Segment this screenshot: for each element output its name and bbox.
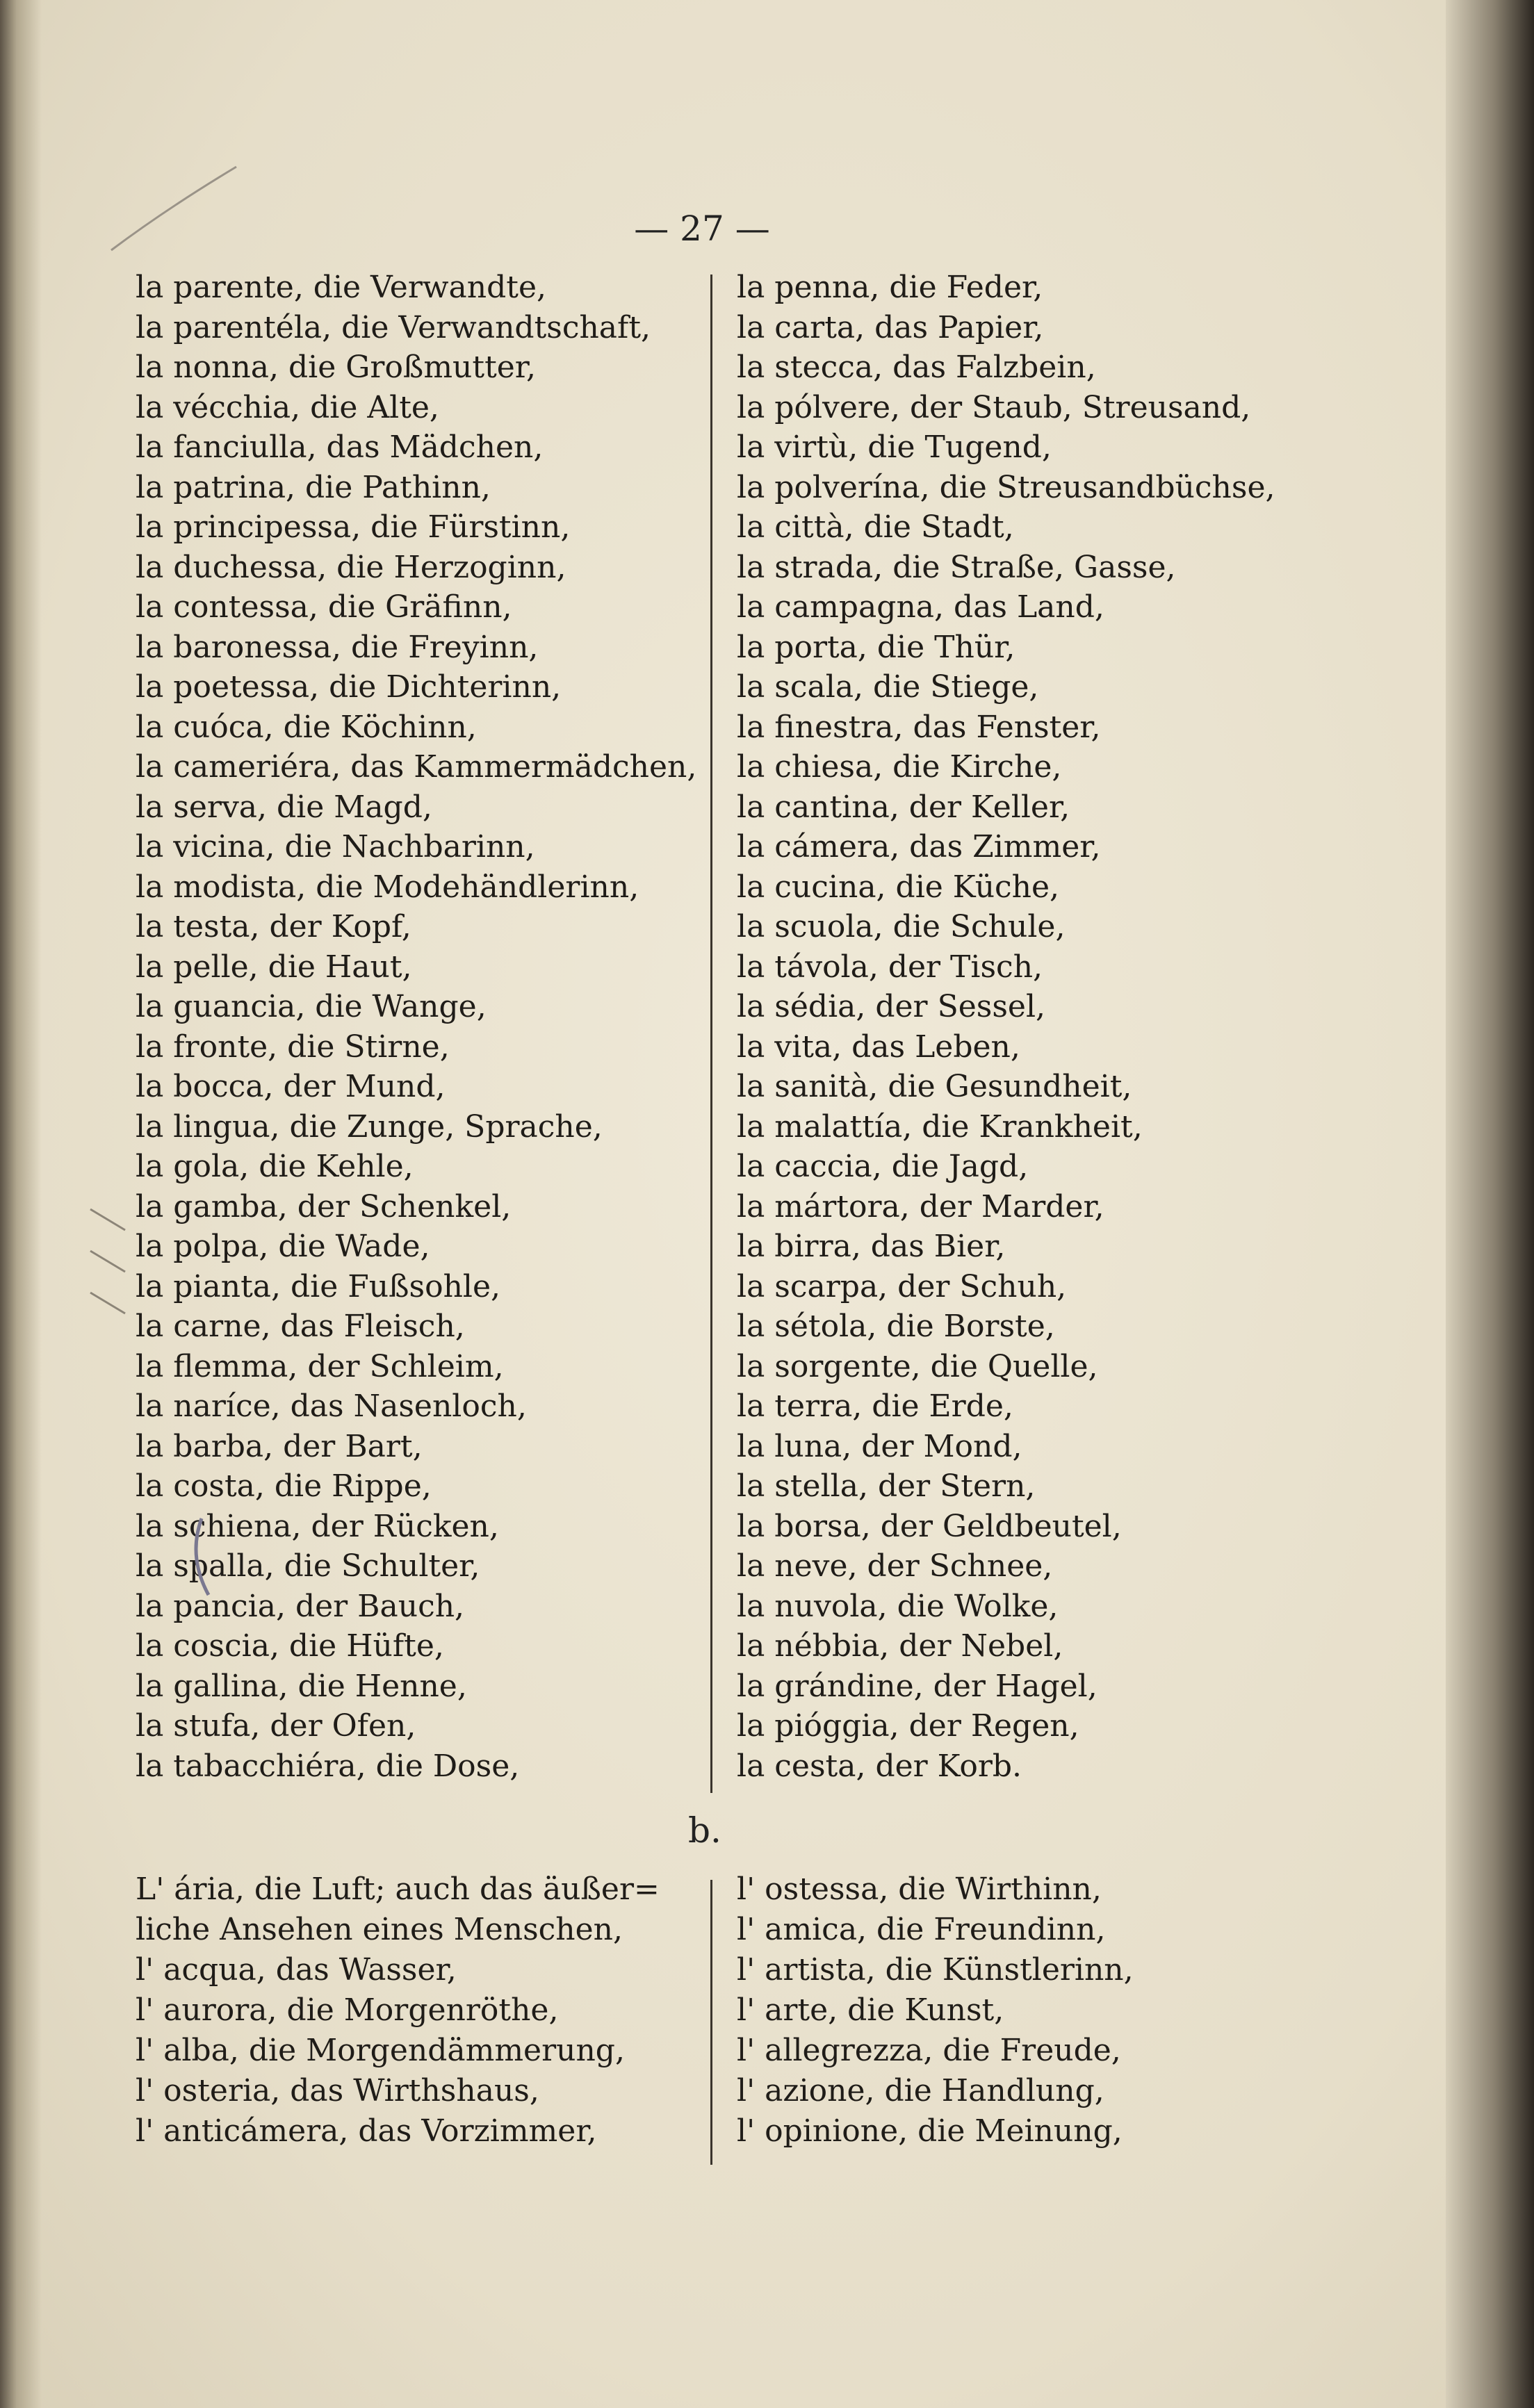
right-column-entry: la sanità, die Gesundheit, bbox=[737, 1069, 1132, 1104]
right-column-entry: la cucina, die Küche, bbox=[737, 869, 1060, 905]
right-column-entry: la stecca, das Falzbein, bbox=[737, 350, 1096, 385]
right-column-entry: la malattía, die Krankheit, bbox=[737, 1108, 1143, 1145]
left-column-entry: la vicina, die Nachbarinn, bbox=[136, 829, 535, 865]
left-column-entry: la polpa, die Wade, bbox=[136, 1229, 430, 1264]
right-column-entry: la borsa, der Geldbeutel, bbox=[737, 1508, 1122, 1544]
pencil-marks-margin bbox=[83, 1202, 139, 1452]
right-column-entry: la scala, die Stiege, bbox=[737, 669, 1039, 705]
right-column-entry: la sédia, der Sessel, bbox=[737, 989, 1046, 1024]
right-vocabulary-column bbox=[723, 268, 1432, 1786]
left-column-entry: la cuóca, die Köchinn, bbox=[136, 709, 477, 745]
b-left-column-entry: l' anticámera, das Vorzimmer, bbox=[136, 2113, 597, 2149]
left-column-entry: la lingua, die Zunge, Sprache, bbox=[136, 1108, 603, 1145]
right-column-entry: la luna, der Mond, bbox=[737, 1428, 1022, 1464]
right-column-entry: la birra, das Bier, bbox=[737, 1229, 1006, 1264]
right-column-entry: la pólvere, der Staub, Streusand, bbox=[737, 389, 1251, 425]
right-column-entry: la polverína, die Streusandbüchse, bbox=[737, 469, 1275, 505]
right-column-entry: la nuvola, die Wolke, bbox=[737, 1588, 1059, 1624]
left-column-entry: la patrina, die Pathinn, bbox=[136, 469, 491, 505]
left-column-entry: la gallina, die Henne, bbox=[136, 1668, 467, 1704]
b-left-column-entry: l' osteria, das Wirthshaus, bbox=[136, 2073, 539, 2108]
left-column-entry: la barba, der Bart, bbox=[136, 1428, 423, 1464]
left-column-entry: la testa, der Kopf, bbox=[136, 909, 411, 944]
b-right-column-entry: l' artista, die Künstlerinn, bbox=[737, 1952, 1134, 1988]
gutter-shadow bbox=[0, 0, 42, 2408]
left-column-entry: la fanciulla, das Mädchen, bbox=[136, 429, 544, 465]
left-column-entry: la principessa, die Fürstinn, bbox=[136, 509, 571, 545]
left-column-entry: la naríce, das Nasenloch, bbox=[136, 1389, 527, 1424]
b-right-column-entry: l' allegrezza, die Freude, bbox=[737, 2033, 1121, 2068]
right-column-entry: la pióggia, der Regen, bbox=[737, 1708, 1079, 1744]
page-number: — 27 — bbox=[634, 208, 770, 249]
left-column-entry: la flemma, der Schleim, bbox=[136, 1348, 504, 1384]
left-column-entry: la pancia, der Bauch, bbox=[136, 1588, 465, 1624]
right-column-entry: la nébbia, der Nebel, bbox=[737, 1628, 1063, 1664]
left-column-entry: la fronte, die Stirne, bbox=[136, 1029, 450, 1065]
section-letter: b. bbox=[688, 1810, 721, 1851]
right-column-entry: la terra, die Erde, bbox=[737, 1389, 1013, 1424]
left-column-entry: la pelle, die Haut, bbox=[136, 949, 412, 985]
right-column-entry: la penna, die Feder, bbox=[737, 270, 1043, 305]
b-left-column-entry: l' acqua, das Wasser, bbox=[136, 1952, 457, 1988]
column-divider-bottom bbox=[710, 1880, 712, 2165]
left-column-entry: la parente, die Verwandte, bbox=[136, 270, 546, 305]
b-right-column-entry: l' opinione, die Meinung, bbox=[737, 2113, 1123, 2149]
left-column-entry: la tabacchiéra, die Dose, bbox=[136, 1748, 520, 1784]
right-column-entry: la grándine, der Hagel, bbox=[737, 1668, 1098, 1704]
right-column-entry: la cantina, der Keller, bbox=[737, 789, 1070, 825]
right-column-entry: la neve, der Schnee, bbox=[737, 1548, 1053, 1584]
right-column-entry: la carta, das Papier, bbox=[737, 309, 1044, 345]
right-column-entry: la porta, die Thür, bbox=[737, 629, 1015, 665]
section-b-right-column bbox=[723, 1869, 1432, 2152]
b-left-column-entry: l' alba, die Morgendämmerung, bbox=[136, 2033, 625, 2068]
right-column-entry: la vita, das Leben, bbox=[737, 1029, 1020, 1065]
left-column-entry: la duchessa, die Herzoginn, bbox=[136, 549, 566, 585]
left-column-entry: la costa, die Rippe, bbox=[136, 1468, 432, 1504]
b-left-column-entry: l' aurora, die Morgenröthe, bbox=[136, 1992, 559, 2028]
right-column-entry: la sétola, die Borste, bbox=[737, 1309, 1055, 1344]
right-column-entry: la chiesa, die Kirche, bbox=[737, 749, 1062, 785]
b-left-column-entry: L' ária, die Luft; auch das äußer= bbox=[136, 1871, 660, 1907]
left-column-entry: la modista, die Modehändlerinn, bbox=[136, 869, 639, 905]
pencil-mark-top bbox=[104, 160, 243, 257]
right-column-entry: la virtù, die Tugend, bbox=[737, 429, 1052, 465]
left-column-entry: la pianta, die Fußsohle, bbox=[136, 1268, 501, 1304]
right-column-entry: la sorgente, die Quelle, bbox=[737, 1348, 1098, 1384]
right-column-entry: la mártora, der Marder, bbox=[737, 1188, 1104, 1225]
right-column-entry: la scuola, die Schule, bbox=[737, 909, 1066, 944]
b-right-column-entry: l' arte, die Kunst, bbox=[737, 1992, 1004, 2028]
right-column-entry: la cámera, das Zimmer, bbox=[737, 829, 1101, 865]
left-column-entry: la parentéla, die Verwandtschaft, bbox=[136, 309, 651, 345]
left-column-entry: la gamba, der Schenkel, bbox=[136, 1188, 512, 1225]
right-column-entry: la finestra, das Fenster, bbox=[737, 709, 1101, 745]
b-right-column-entry: l' amica, die Freundinn, bbox=[737, 1912, 1106, 1947]
left-column-entry: la carne, das Fleisch, bbox=[136, 1309, 465, 1344]
left-column-entry: la serva, die Magd, bbox=[136, 789, 432, 825]
section-b-left-column bbox=[136, 1869, 712, 2152]
left-column-entry: la schiena, der Rücken, bbox=[136, 1508, 499, 1544]
right-column-entry: la távola, der Tisch, bbox=[737, 949, 1043, 985]
left-column-entry: la spalla, die Schulter, bbox=[136, 1548, 480, 1584]
page-edge-shadow bbox=[1446, 0, 1534, 2408]
right-column-entry: la cesta, der Korb. bbox=[737, 1748, 1022, 1784]
left-column-entry: la guancia, die Wange, bbox=[136, 989, 487, 1024]
left-column-entry: la bocca, der Mund, bbox=[136, 1069, 446, 1104]
b-right-column-entry: l' ostessa, die Wirthinn, bbox=[737, 1871, 1102, 1907]
right-column-entry: la campagna, das Land, bbox=[737, 589, 1104, 625]
left-column-entry: la stufa, der Ofen, bbox=[136, 1708, 416, 1744]
right-column-entry: la strada, die Straße, Gasse, bbox=[737, 549, 1176, 585]
left-column-entry: la contessa, die Gräfinn, bbox=[136, 589, 512, 625]
left-column-entry: la nonna, die Großmutter, bbox=[136, 350, 536, 385]
right-column-entry: la stella, der Stern, bbox=[737, 1468, 1036, 1504]
left-column-entry: la baronessa, die Freyinn, bbox=[136, 629, 539, 665]
left-column-entry: la poetessa, die Dichterinn, bbox=[136, 669, 562, 705]
column-divider-top bbox=[710, 275, 712, 1793]
b-right-column-entry: l' azione, die Handlung, bbox=[737, 2073, 1104, 2108]
left-column-entry: la coscia, die Hüfte, bbox=[136, 1628, 444, 1664]
right-column-entry: la città, die Stadt, bbox=[737, 509, 1014, 545]
right-column-entry: la scarpa, der Schuh, bbox=[737, 1268, 1067, 1304]
left-column-entry: la gola, die Kehle, bbox=[136, 1149, 414, 1184]
left-column-entry: la cameriéra, das Kammermädchen, bbox=[136, 749, 697, 785]
b-left-column-entry: liche Ansehen eines Menschen, bbox=[136, 1912, 623, 1947]
pencil-scribble bbox=[181, 1515, 222, 1598]
right-column-entry: la caccia, die Jagd, bbox=[737, 1149, 1029, 1184]
left-column-entry: la vécchia, die Alte, bbox=[136, 389, 439, 425]
